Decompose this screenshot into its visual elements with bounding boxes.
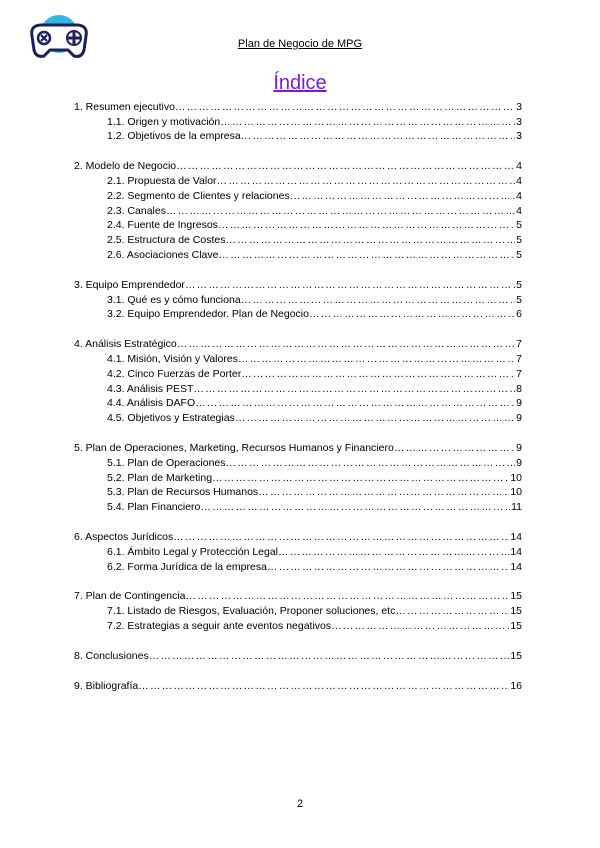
toc-dot-leader <box>218 219 515 231</box>
toc-section-entry[interactable] <box>74 157 522 172</box>
toc-subsection-entry[interactable] <box>74 454 522 469</box>
toc-spacer <box>74 142 522 157</box>
toc-section-entry[interactable] <box>74 677 522 692</box>
toc-entry-page: 3 <box>516 130 522 143</box>
toc-subsection-entry[interactable] <box>74 246 522 261</box>
toc-entry-page: 3 <box>516 100 522 113</box>
toc-entry-page: 5 <box>516 248 522 261</box>
toc-dot-leader <box>175 101 515 113</box>
toc-dot-leader <box>176 160 515 172</box>
toc-entry-page: 9 <box>516 456 522 469</box>
toc-dot-leader <box>241 130 516 142</box>
toc-dot-leader <box>394 442 515 454</box>
toc-subsection-entry[interactable] <box>74 395 522 410</box>
toc-entry-label: 6.1. Ámbito Legal y Protección Legal <box>107 545 279 558</box>
toc-entry-page: 7 <box>516 367 522 380</box>
toc-entry-label: 5.4. Plan Financiero <box>107 501 201 514</box>
toc-entry-label: 4.4. Análisis DAFO <box>107 397 196 410</box>
toc-subsection-entry[interactable] <box>74 469 522 484</box>
toc-dot-leader <box>238 353 515 365</box>
toc-subsection-entry[interactable] <box>74 350 522 365</box>
toc-entry-page: 5 <box>516 234 522 247</box>
page-header: Plan de Negocio de MPG <box>237 38 363 50</box>
toc-subsection-entry[interactable] <box>74 380 522 395</box>
toc-entry-label: 6.2. Forma Jurídica de la empresa <box>107 560 267 573</box>
toc-subsection-entry[interactable] <box>74 231 522 246</box>
toc-dot-leader <box>220 116 515 128</box>
toc-spacer <box>74 662 522 677</box>
toc-entry-label: 9. Bibliografía <box>74 679 139 692</box>
toc-spacer <box>74 632 522 647</box>
toc-subsection-entry[interactable] <box>74 602 522 617</box>
toc-entry-page: 7 <box>516 352 522 365</box>
toc-entry-page: 5 <box>516 293 522 306</box>
toc-entry-page: 10 <box>510 471 522 484</box>
toc-subsection-entry[interactable] <box>74 128 522 143</box>
toc-subsection-entry[interactable] <box>74 291 522 306</box>
toc-dot-leader <box>212 472 509 484</box>
toc-spacer <box>74 573 522 588</box>
toc-entry-label: 4.2. Cinco Fuerzas de Porter <box>107 367 242 380</box>
toc-entry-label: 1. Resumen ejecutivo <box>74 100 175 113</box>
toc-entry-page: 16 <box>510 679 522 692</box>
toc-entry-label: 1.1. Origen y motivación <box>107 115 221 128</box>
toc-dot-leader <box>149 650 510 662</box>
toc-entry-label: 2.6. Asociaciones Clave <box>107 248 219 261</box>
toc-entry-label: 2.2. Segmento de Clientes y relaciones <box>107 189 290 202</box>
toc-dot-leader <box>241 368 515 380</box>
toc-spacer <box>74 513 522 528</box>
toc-dot-leader <box>235 412 515 424</box>
toc-entry-label: 2. Modelo de Negocio <box>74 160 177 173</box>
toc-entry-page: 5 <box>516 278 522 291</box>
toc-entry-page: 14 <box>510 560 522 573</box>
toc-subsection-entry[interactable] <box>74 543 522 558</box>
toc-dot-leader <box>217 175 516 187</box>
toc-entry-page: 4 <box>516 174 522 187</box>
toc-subsection-entry[interactable] <box>74 217 522 232</box>
page-number: 2 <box>296 798 304 810</box>
toc-entry-label: 4.5. Objetivos y Estrategias <box>107 412 235 425</box>
toc-dot-leader <box>200 501 510 513</box>
toc-entry-label: 1.2. Objetivos de la empresa <box>107 130 241 143</box>
toc-subsection-entry[interactable] <box>74 498 522 513</box>
toc-spacer <box>74 424 522 439</box>
toc-entry-label: 5.2. Plan de Marketing <box>107 471 213 484</box>
toc-entry-page: 14 <box>510 530 522 543</box>
toc-entry-page: 11 <box>511 501 522 514</box>
toc-dot-leader <box>166 205 515 217</box>
toc-entry-label: 3.2. Equipo Emprendedor. Plan de Negocio <box>107 308 309 321</box>
toc-entry-label: 7.1. Listado de Riesgos, Evaluación, Proponer soluciones, etc <box>107 605 396 618</box>
table-of-contents <box>74 98 522 692</box>
toc-entry-page: 15 <box>510 590 522 603</box>
toc-dot-leader <box>309 308 515 320</box>
toc-entry-label: 3. Equipo Emprendedor <box>74 278 185 291</box>
toc-dot-leader <box>195 397 515 409</box>
toc-section-entry[interactable] <box>74 98 522 113</box>
toc-dot-leader <box>173 531 509 543</box>
toc-subsection-entry[interactable] <box>74 202 522 217</box>
toc-entry-page: 3 <box>516 115 522 128</box>
toc-dot-leader <box>186 590 510 602</box>
toc-entry-label: 5.1. Plan de Operaciones <box>107 456 226 469</box>
toc-subsection-entry[interactable] <box>74 113 522 128</box>
toc-subsection-entry[interactable] <box>74 172 522 187</box>
toc-dot-leader <box>331 620 509 632</box>
toc-subsection-entry[interactable] <box>74 306 522 321</box>
toc-subsection-entry[interactable] <box>74 365 522 380</box>
toc-entry-page: 10 <box>510 486 522 499</box>
toc-entry-page: 4 <box>516 160 522 173</box>
toc-dot-leader <box>193 383 515 395</box>
toc-section-entry[interactable] <box>74 528 522 543</box>
toc-entry-page: 15 <box>510 619 522 632</box>
toc-entry-page: 5 <box>516 219 522 232</box>
toc-section-entry[interactable] <box>74 588 522 603</box>
toc-entry-label: 2.5. Estructura de Costes <box>107 234 226 247</box>
toc-section-entry[interactable] <box>74 335 522 350</box>
toc-entry-page: 7 <box>516 338 522 351</box>
toc-subsection-entry[interactable] <box>74 558 522 573</box>
toc-entry-label: 3.1. Qué es y cómo funciona <box>107 293 241 306</box>
toc-entry-label: 4.3. Análisis PEST <box>107 382 194 395</box>
toc-entry-label: 4. Análisis Estratégico <box>74 338 177 351</box>
toc-entry-label: 8. Conclusiones <box>74 649 149 662</box>
toc-dot-leader <box>241 294 515 306</box>
toc-entry-label: 6. Aspectos Jurídicos <box>74 530 174 543</box>
toc-entry-page: 9 <box>516 412 522 425</box>
toc-dot-leader <box>267 561 509 573</box>
toc-dot-leader <box>185 279 515 291</box>
toc-dot-leader <box>290 190 515 202</box>
toc-section-entry[interactable] <box>74 647 522 662</box>
toc-dot-leader <box>278 546 509 558</box>
toc-entry-label: 4.1. Misión, Visión y Valores <box>107 352 238 365</box>
toc-dot-leader <box>218 249 515 261</box>
toc-entry-label: 5. Plan de Operaciones, Marketing, Recursos Humanos y Financiero <box>74 441 394 454</box>
toc-subsection-entry[interactable] <box>74 617 522 632</box>
toc-entry-label: 2.4. Fuente de Ingresos <box>107 219 218 232</box>
page-title: Índice <box>273 72 327 94</box>
toc-entry-label: 2.1. Propuesta de Valor <box>107 174 217 187</box>
toc-spacer <box>74 261 522 276</box>
toc-spacer <box>74 320 522 335</box>
toc-entry-page: 15 <box>510 649 522 662</box>
toc-entry-label: 7. Plan de Contingencia <box>74 590 186 603</box>
toc-entry-label: 7.2. Estrategias a seguir ante eventos negativos <box>107 619 332 632</box>
toc-entry-label: 5.3. Plan de Recursos Humanos <box>107 486 259 499</box>
toc-dot-leader <box>138 680 509 692</box>
toc-dot-leader <box>395 605 509 617</box>
toc-dot-leader <box>225 234 515 246</box>
toc-entry-page: 4 <box>516 204 522 217</box>
toc-entry-page: 9 <box>516 397 522 410</box>
toc-subsection-entry[interactable] <box>74 187 522 202</box>
toc-section-entry[interactable] <box>74 276 522 291</box>
toc-entry-page: 15 <box>510 605 522 618</box>
toc-subsection-entry[interactable] <box>74 484 522 499</box>
toc-entry-page: 14 <box>510 545 522 558</box>
toc-entry-page: 8 <box>516 382 522 395</box>
toc-subsection-entry[interactable] <box>74 409 522 424</box>
toc-entry-label: 2.3. Canales <box>107 204 166 217</box>
toc-dot-leader <box>177 338 515 350</box>
toc-dot-leader <box>258 486 509 498</box>
toc-entry-page: 4 <box>516 189 522 202</box>
toc-entry-page: 9 <box>516 441 522 454</box>
toc-entry-page: 6 <box>516 308 522 321</box>
toc-dot-leader <box>226 457 516 469</box>
toc-section-entry[interactable] <box>74 439 522 454</box>
